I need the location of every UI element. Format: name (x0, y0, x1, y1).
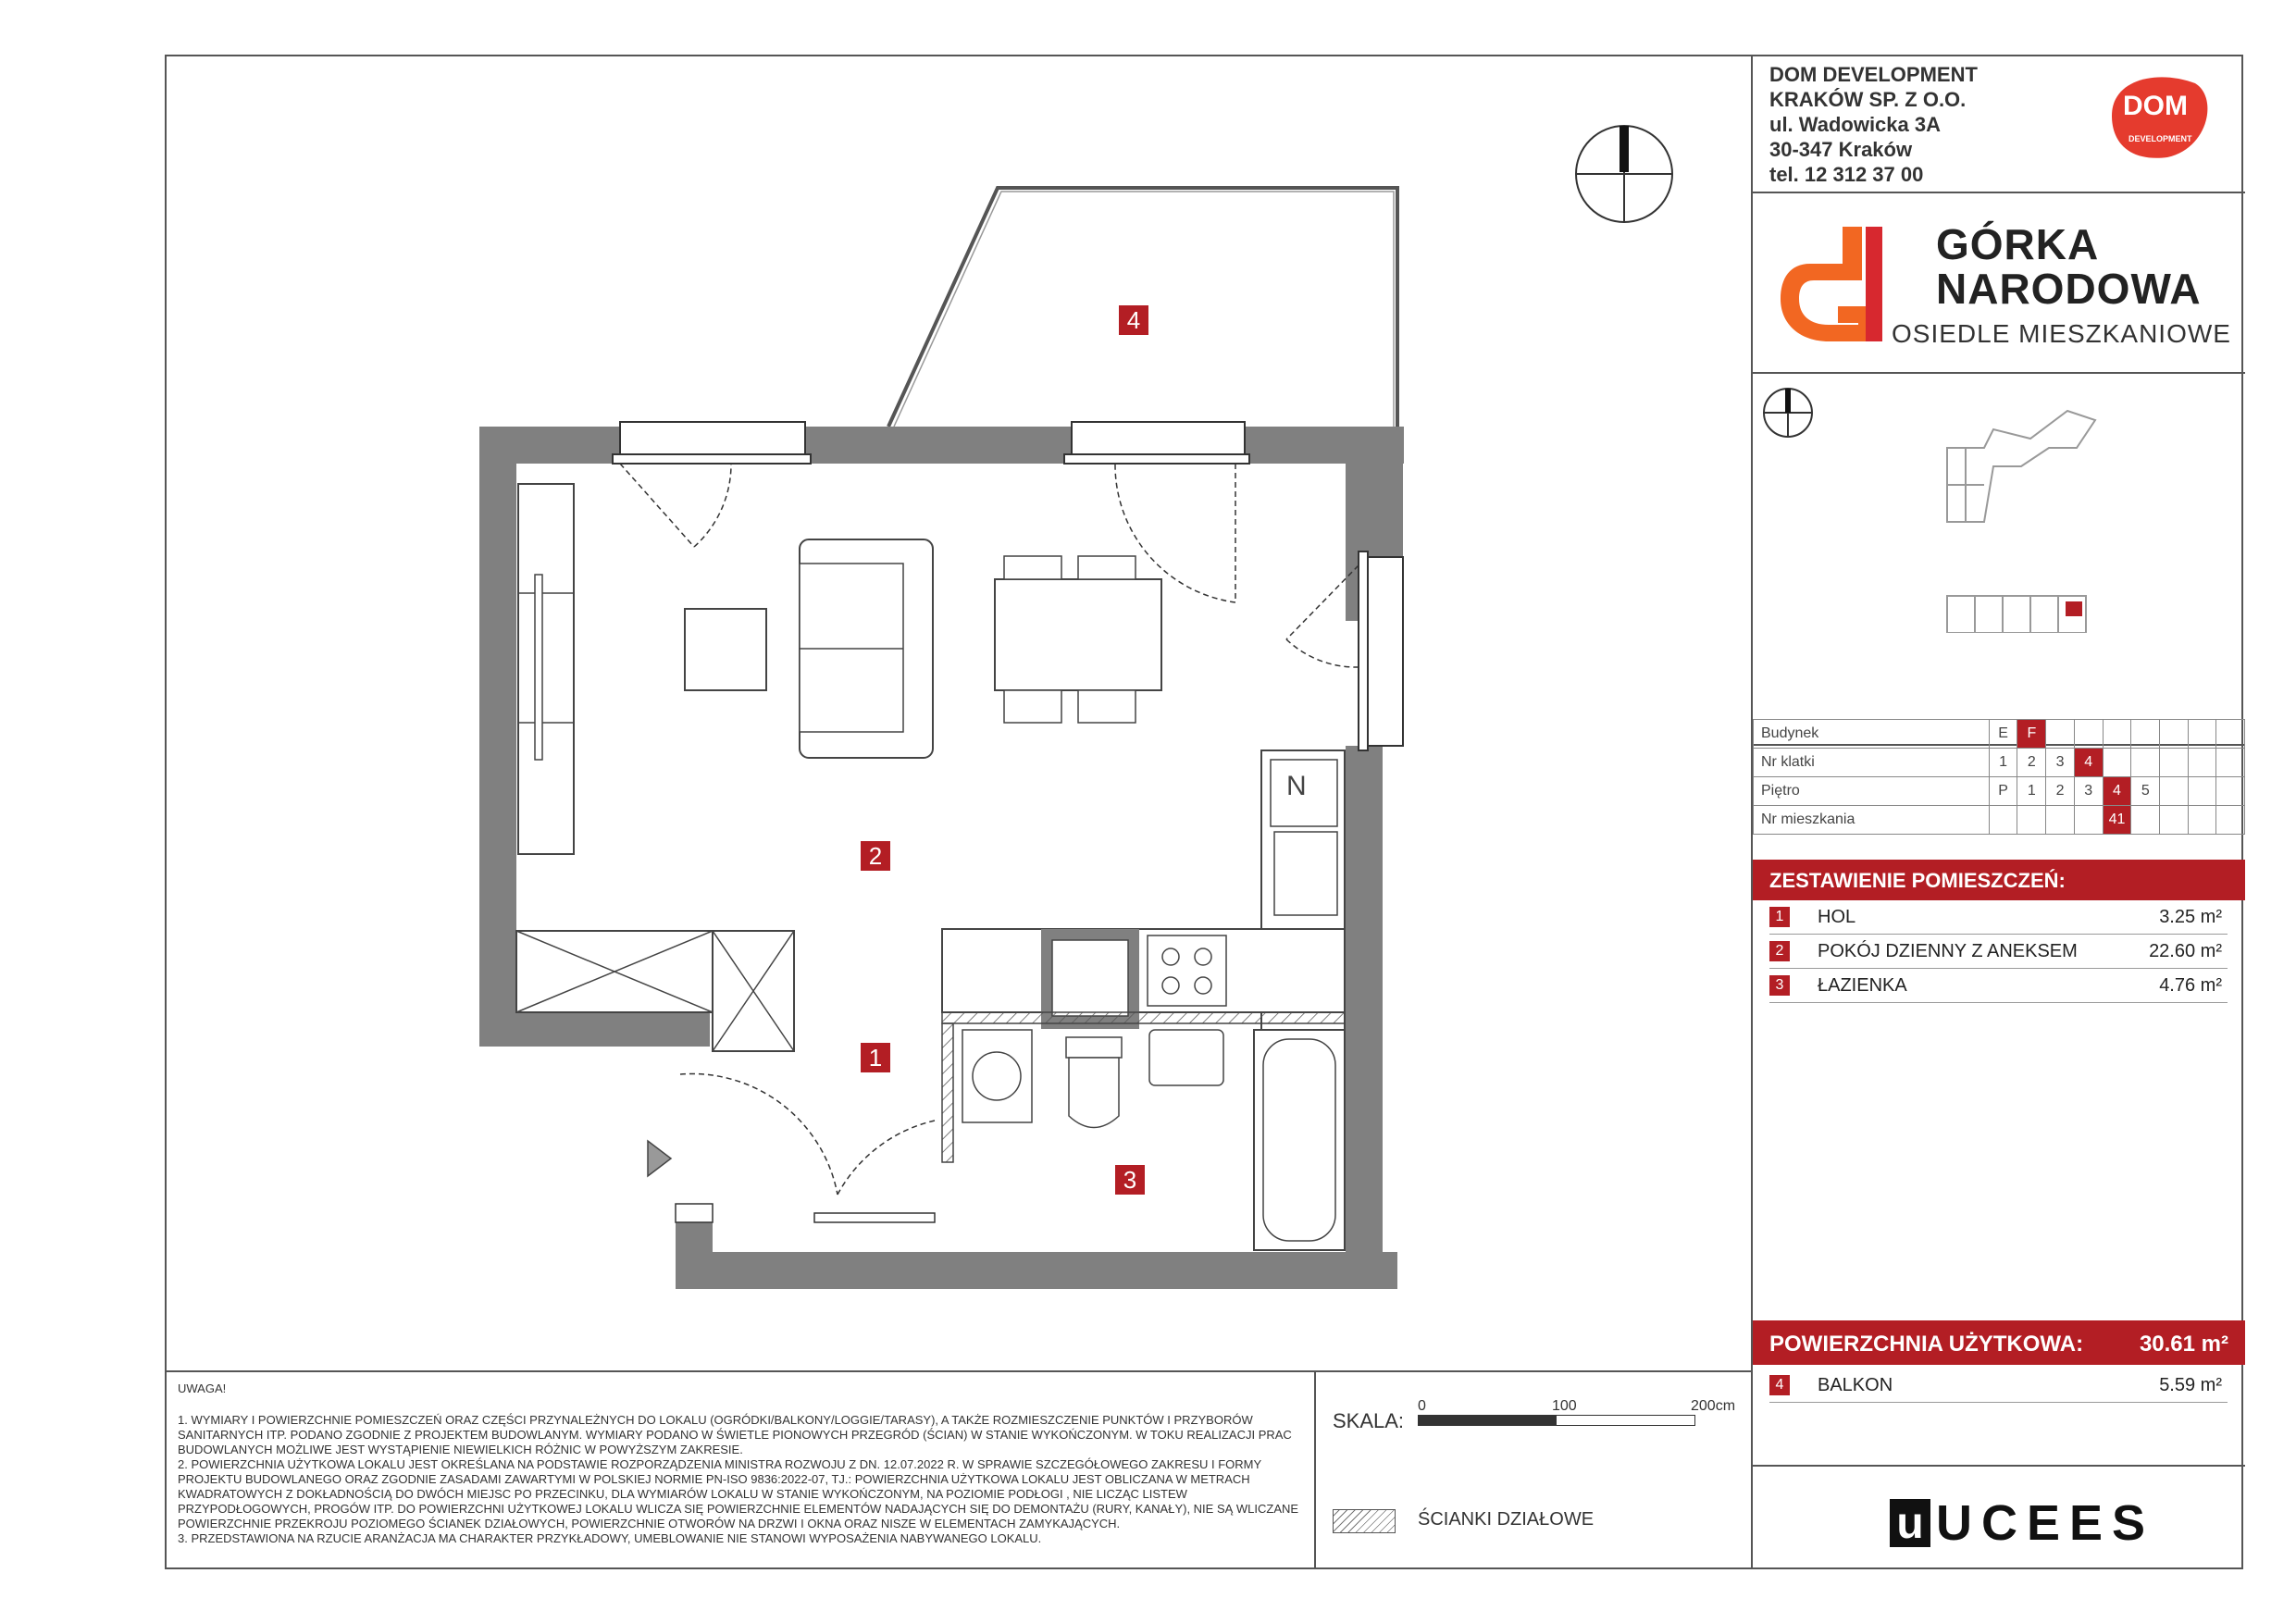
location-grid-cell (2074, 720, 2103, 749)
location-grid-cell (2188, 720, 2216, 749)
company-address (1753, 56, 2245, 193)
company-street: ul. Wadowicka 3A (1769, 113, 1942, 136)
room-label-3: 3 (1115, 1165, 1145, 1195)
company-phone: tel. 12 312 37 00 (1769, 163, 1924, 186)
location-grid-label: Budynek (1754, 720, 1990, 749)
location-grid-row (1754, 749, 2245, 777)
location-grid-cell (2216, 806, 2245, 835)
notes (167, 1370, 1316, 1569)
location-grid-cell (2160, 777, 2189, 806)
location-grid-cell (2216, 749, 2245, 777)
location-grid-cell (2046, 806, 2075, 835)
room-name: POKÓJ DZIENNY Z ANEKSEM (1818, 940, 2078, 961)
location-grid-cell: 4 (2074, 749, 2103, 777)
room-label-1: 1 (861, 1043, 890, 1072)
location-grid-cell (2103, 720, 2131, 749)
location-grid-label: Piętro (1754, 777, 1990, 806)
scale-legend (1316, 1370, 1751, 1571)
location-grid-cell: P (1989, 777, 2017, 806)
location-grid-cell (2216, 777, 2245, 806)
location-grid-label: Nr mieszkania (1754, 806, 1990, 835)
project-name-line2: NARODOWA (1936, 265, 2202, 313)
location-grid-row (1754, 806, 2245, 835)
rooms-list (1753, 900, 2245, 1003)
total-area-label: POWIERZCHNIA UŻYTKOWA: (1769, 1332, 2084, 1357)
location-grid (1753, 719, 2245, 835)
sheet-frame (165, 55, 2243, 1569)
room-area: 22.60 m² (2149, 940, 2222, 961)
dom-logo-text: DOM (2123, 91, 2188, 121)
fridge-label: N (1286, 771, 1307, 801)
scale-label: SKALA: (1333, 1409, 1405, 1432)
rooms-heading: ZESTAWIENIE POMIESZCZEŃ: (1753, 860, 2245, 900)
balcony-num: 4 (1769, 1375, 1790, 1395)
dom-logo-subtext: DEVELOPMENT (2128, 134, 2192, 143)
dom-logo (2103, 69, 2214, 162)
room-row (1769, 935, 2228, 969)
location-grid-cell: 1 (1989, 749, 2017, 777)
total-area-value: 30.61 m² (2139, 1332, 2228, 1357)
note-3: 3. PRZEDSTAWIONA NA RZUCIE ARANŻACJA MA CHARAKTER PRZYKŁADOWY, UMEBLOWANIE NIE STANOWI WYPOSAŻENIA NABYWANEGO LOKALU. (178, 1531, 1042, 1545)
ucees-logo: u UCEES (1753, 1465, 2245, 1569)
balcony-area: 5.59 m² (2159, 1374, 2222, 1395)
location-grid-cell (2160, 720, 2189, 749)
room-row (1769, 969, 2228, 1003)
company-branch: KRAKÓW SP. Z O.O. (1769, 88, 1967, 111)
location-grid-cell (2046, 720, 2075, 749)
location-grid-label: Nr klatki (1754, 749, 1990, 777)
scale-tick-0: 0 (1418, 1398, 1426, 1414)
location-grid-cell (2131, 720, 2160, 749)
location-grid-row (1754, 777, 2245, 806)
location-grid-cell: 3 (2074, 777, 2103, 806)
location-grid-cell (2131, 749, 2160, 777)
location-grid-cell: 4 (2103, 777, 2131, 806)
location-grid-cell: 3 (2046, 749, 2075, 777)
room-label-4: 4 (1119, 305, 1148, 335)
location-grid-cell: F (2017, 720, 2046, 749)
scale-tick-200: 200cm (1691, 1398, 1736, 1414)
location-grid-cell (2017, 806, 2046, 835)
room-num: 3 (1769, 975, 1790, 996)
location-grid-cell: 41 (2103, 806, 2131, 835)
note-2: 2. POWIERZCHNIA UŻYTKOWA LOKALU JEST OKREŚLANA NA PODSTAWIE ROZPORZĄDZENIA MINISTRA ROZWOJU Z DN. 12.07.2022 R. W SPRAWIE SZCZEGÓŁOWEGO ZAKRESU I FORMY PROJEKTU BUDOWLANEGO ORAZ ZGODNIE ZASADAMI ZAWARTYMI W POLSKIEJ NORMIE PN-ISO 9836:2022-07, TJ.: POWIERZCHNIA UŻYTKOWA LOKALU JEST OBLICZANA W METRACH KWADRATOWYCH Z DOKŁADNOŚCIĄ DO DWÓCH MIEJSC PO PRZECINKU, DLA WYMIARÓW LOKALU W STANIE WYKOŃCZONYM, NA POZIOMIE PODŁOGI , NIE LICZĄC LISTEW PRZYPODŁOGOWYCH, PROGÓW ITP. DO POWIERZCHNI UŻYTKOWEJ LOKALU WLICZA SIĘ POWIERZCHNIE ELEMENTÓW NADAJĄCYCH SIĘ DO DEMONTAŻU (RURY, KANAŁY), NIE SĄ WLICZANE POWIERZCHNIE PRZEKROJU POZIOMEGO ŚCIANEK DZIAŁOWYCH, POWIERZCHNIE OTWORÓW NA DRZWI I OKNA ORAZ NISZE W ELEMENTACH ZAMYKAJĄCYCH. (178, 1457, 1299, 1530)
info-sidebar (1751, 56, 2245, 1569)
site-map-icon (1938, 392, 2123, 633)
location-grid-cell: E (1989, 720, 2017, 749)
room-num: 2 (1769, 941, 1790, 961)
location-grid-cell (2103, 749, 2131, 777)
location-grid-cell (2074, 806, 2103, 835)
location-grid-cell (2188, 749, 2216, 777)
location-grid-cell: 1 (2017, 777, 2046, 806)
room-area: 4.76 m² (2159, 974, 2222, 996)
location-grid-row (1754, 720, 2245, 749)
room-name: ŁAZIENKA (1818, 974, 1907, 996)
compass-icon (1576, 126, 1672, 222)
ucees-logo-text: UCEES (1936, 1495, 2155, 1551)
room-area: 3.25 m² (2159, 906, 2222, 927)
location-grid-cell (2160, 749, 2189, 777)
room-name: HOL (1818, 906, 1856, 927)
location-grid-cell (2188, 777, 2216, 806)
scale-bar (1418, 1415, 1695, 1426)
balcony-row (1769, 1369, 2228, 1403)
note-1: 1. WYMIARY I POWIERZCHNIE POMIESZCZEŃ ORAZ CZĘŚCI PRZYNALEŻNYCH DO LOKALU (OGRÓDKI/BALKONY/LOGGIE/TARASY), A TAKŻE ROZMIESZCZENIE PUNKTÓW I PRZYBORÓW SANITARNYCH ITP. PODANO ZGODNIE Z PROJEKTEM BUDOWLANYM. WYMIARY PODANO W ŚWIETLE PIONOWYCH PRZEGRÓD (ŚCIAN) W STANIE WYKOŃCZONYM. W TOKU REALIZACJI PRAC BUDOWLANYCH MOŻLIWE JEST WYSTĄPIENIE NIEWIELKICH RÓŻNIC W POWYŻSZYM ZAKRESIE. (178, 1413, 1292, 1456)
project-name-line1: GÓRKA (1936, 220, 2100, 268)
location-grid-cell (2216, 720, 2245, 749)
location-grid-cell (2131, 806, 2160, 835)
location-grid-cell (2188, 806, 2216, 835)
partition-hatch-swatch (1333, 1509, 1396, 1533)
building-location (1753, 374, 2245, 746)
balcony-name: BALKON (1818, 1374, 1893, 1395)
total-area-bar (1753, 1320, 2245, 1365)
legend-label: ŚCIANKI DZIAŁOWE (1418, 1509, 1595, 1530)
room-num: 1 (1769, 907, 1790, 927)
location-grid-cell: 5 (2131, 777, 2160, 806)
floor-plan (167, 56, 1751, 1370)
scale-tick-100: 100 (1552, 1398, 1577, 1414)
location-grid-cell: 2 (2017, 749, 2046, 777)
location-grid-cell (1989, 806, 2017, 835)
location-grid-cell (2160, 806, 2189, 835)
room-label-2: 2 (861, 841, 890, 871)
compass-small-icon (1760, 385, 1816, 440)
location-grid-cell: 2 (2046, 777, 2075, 806)
notes-title: UWAGA! (178, 1381, 227, 1395)
room-row (1769, 900, 2228, 935)
project-subtitle: OSIEDLE MIESZKANIOWE (1892, 319, 2231, 348)
company-name: DOM DEVELOPMENT (1769, 63, 1978, 86)
project-brand (1753, 193, 2245, 374)
company-city: 30-347 Kraków (1769, 138, 1913, 161)
floor-plan-drawing (167, 56, 1751, 1370)
